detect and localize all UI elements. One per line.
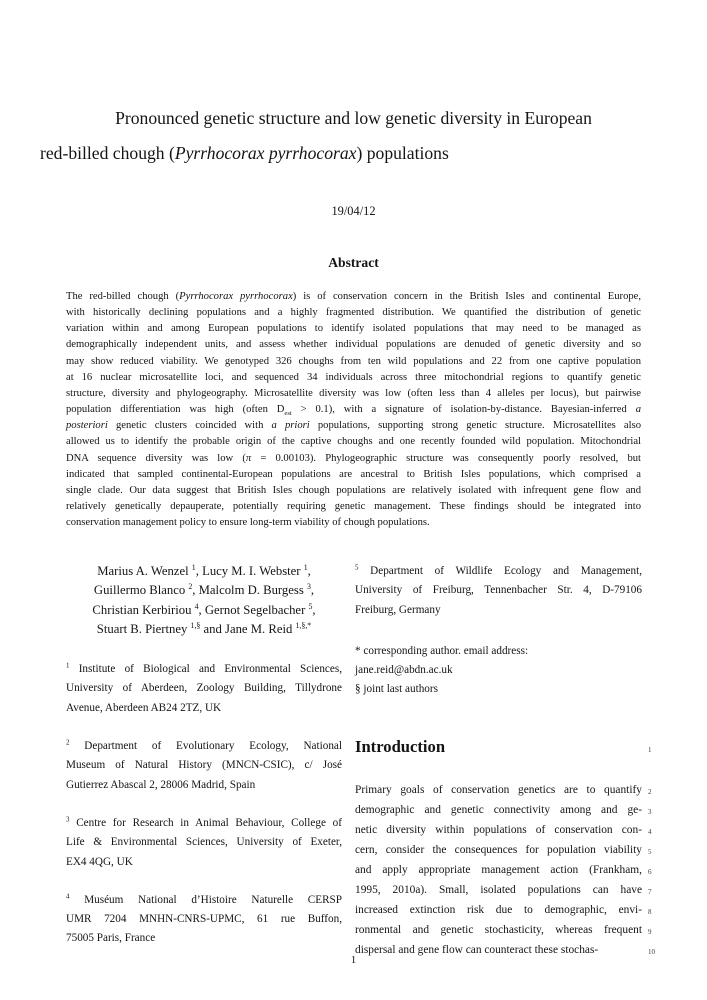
line-number: 4 (648, 828, 652, 836)
line-number: 8 (648, 908, 652, 916)
affiliation-1: $^1$ Institute of Biological and Environmental Sciences, University of Aberdeen, Zoology Building, Tillydrone Avenue, Aberdeen AB24 2TZ, UK (66, 661, 342, 714)
line-number: 10 (648, 948, 655, 956)
section-heading-introduction: Introduction (355, 736, 446, 756)
line-number: 9 (648, 928, 652, 936)
affiliation-3: $^3$ Centre for Research in Animal Behaviour, College of Life & Environmental Sciences, University of Exeter, EX4 4QG, UK (66, 815, 342, 868)
abstract-text: The red-billed chough (Pyrrhocorax pyrrhocorax) is of conservation concern in the British Isles and continental Europe, with historically declining populations and a highly fragmented distribution. We quantified the distribution of genetic variation within and among European populations to identify isolated populations that may need to be managed as demographically independent units, and assess whether individual populations are denuded of genetic diversity and so may show reduced viability. We genotyped 326 choughs from ten wild populations and 22 from one captive population at 16 nuclear microsatellite loci, and sequenced 34 individuals across three mitochondrial regions to quantify genetic structure, diversity and phylogeography. Microsatellite diversity was low (often less than 4 alleles per locus), but pairwise population differentiation was high (often $D_{est} > 0.1$), with a signature of isolation-by-distance. Bayesian-inferred a posteriori genetic clusters coincided with a priori populations, supporting strong genetic structure. Microsatellites also allowed us to identify the probable origin of the captive choughs and one recently founded wild population. Mitochondrial DNA sequence diversity was low (π = 0.00103). Phylogeographic structure was consequently poorly resolved, but indicated that sampled continental-European populations are ancestral to British Isles populations, which comprised a single clade. Our data suggest that British Isles chough populations are relatively isolated with infrequent gene flow and relatively genetically depauperate, potentially requiring genetic management. These findings should be integrated into conservation management policy to ensure long-term viability of chough populations. (66, 291, 642, 529)
author-notes: * corresponding author. email address: jane.reid@abdn.ac.uk § joint last authors (355, 644, 529, 696)
page-number: 1 (350, 954, 357, 966)
paper-title: Pronounced genetic structure and low genetic diversity in European red-billed chough (Pyrrhocorax pyrrhocorax) populations (40, 108, 592, 163)
line-number: 2 (648, 788, 652, 796)
author-names: Marius A. Wenzel $^1$, Lucy M. I. Webster $^1$, Guillermo Blanco $^2$, Malcolm D. Burgess $^3$, Christian Kerbiriou $^4$, Gernot Segelbacher $^5$, Stuart B. Piertney $^{1,\S}$ and Jane M. Reid $^{1,\S,*}$ (92, 562, 316, 636)
left-column (66, 562, 342, 968)
introduction-paragraph: Primary goals of conservation genetics are to quantify demographic and genetic connectivity among and ge- netic diversity within populations of conservation con- cern, consider the consequences for population viability and apply appropriate management action (Frankham, 1995, 2010a). Small, isolated populations can have increased extinction risk due to demographic, envi- ronmental and genetic stochasticity, whereas frequent dispersal and gene flow can counteract these stochas- (355, 783, 642, 956)
line-number: 1 (648, 746, 652, 754)
line-number: 6 (648, 868, 652, 876)
paper-date: 19/04/12 (331, 204, 376, 218)
abstract-heading: Abstract (328, 255, 379, 270)
right-column (355, 562, 642, 960)
line-number: 5 (648, 848, 652, 856)
affiliation-4: $^4$ Muséum National d’Histoire Naturelle CERSP UMR 7204 MNHN-CNRS-UPMC, 61 rue Buffon, 75005 Paris, France (66, 892, 342, 945)
line-number: 3 (648, 808, 652, 816)
affiliation-5: $^5$ Department of Wildlife Ecology and Management, University of Freiburg, Tennenbacher Str. 4, D-79106 Freiburg, Germany (355, 563, 642, 616)
affiliation-2: $^2$ Department of Evolutionary Ecology, National Museum of Natural History (MNCN-CSIC), c/ José Gutierrez Abascal 2, 28006 Madrid, Spain (66, 738, 342, 791)
line-number: 7 (648, 888, 652, 896)
